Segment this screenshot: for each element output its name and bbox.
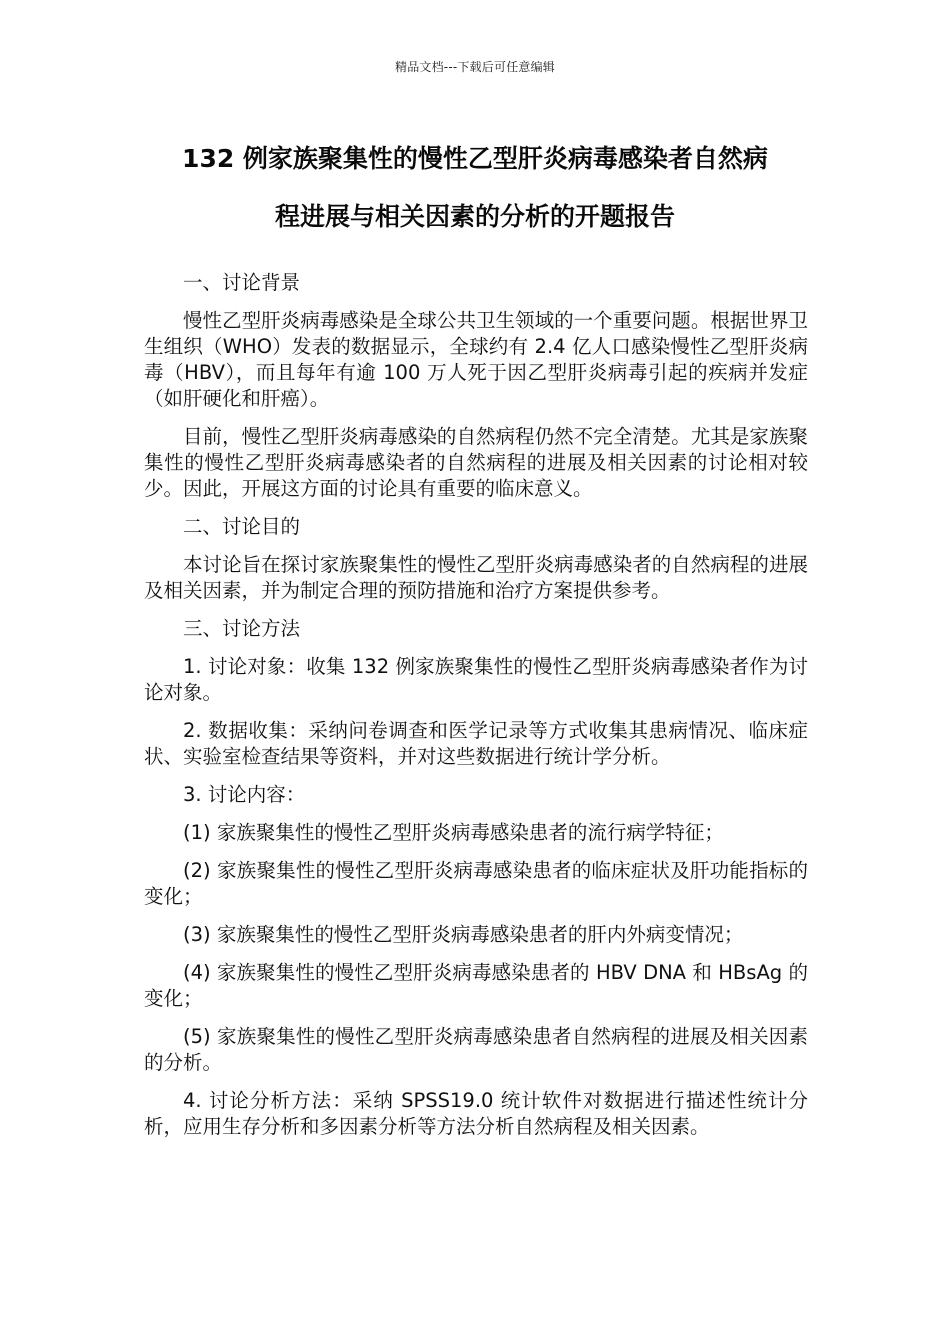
section-heading-background: 一、讨论背景 (183, 271, 301, 294)
method-item-3: 3. 讨论内容： (183, 783, 306, 806)
content-item-4: (4) 家族聚集性的慢性乙型肝炎病毒感染患者的 HBV DNA 和 HBsAg 的变化； (144, 961, 808, 1010)
title-line-1: 132 例家族聚集性的慢性乙型肝炎病毒感染者自然病 (182, 144, 768, 173)
method-item-2: 2. 数据收集：采纳问卷调查和医学记录等方式收集其患病情况、临床症状、实验室检查结果等资料，并对这些数据进行统计学分析。 (144, 719, 808, 768)
content-item-3: (3) 家族聚集性的慢性乙型肝炎病毒感染患者的肝内外病变情况； (183, 923, 744, 946)
title-line-2: 程进展与相关因素的分析的开题报告 (274, 202, 675, 231)
content-item-1: (1) 家族聚集性的慢性乙型肝炎病毒感染患者的流行病学特征； (183, 821, 724, 844)
paragraph-purpose: 本讨论旨在探讨家族聚集性的慢性乙型肝炎病毒感染者的自然病程的进展及相关因素，并为制定合理的预防措施和治疗方案提供参考。 (144, 553, 808, 602)
document-body (144, 270, 808, 1152)
method-item-1: 1. 讨论对象：收集 132 例家族聚集性的慢性乙型肝炎病毒感染者作为讨论对象。 (144, 655, 808, 704)
document-title (110, 130, 840, 246)
section-heading-method: 三、讨论方法 (183, 617, 301, 640)
content-item-2: (2) 家族聚集性的慢性乙型肝炎病毒感染患者的临床症状及肝功能指标的变化； (144, 859, 808, 908)
content-item-5: (5) 家族聚集性的慢性乙型肝炎病毒感染患者自然病程的进展及相关因素的分析。 (144, 1025, 808, 1074)
section-heading-purpose: 二、讨论目的 (183, 515, 301, 538)
header-note: 精品文档---下载后可任意编辑 (395, 60, 555, 74)
paragraph-background-1: 慢性乙型肝炎病毒感染是全球公共卫生领域的一个重要问题。根据世界卫生组织（WHO）发表的数据显示，全球约有 2.4 亿人口感染慢性乙型肝炎病毒（HBV），而且每年有逾 100 万人死于因乙型肝炎病毒引起的疾病并发症（如肝硬化和肝癌）。 (144, 309, 808, 410)
method-item-4: 4. 讨论分析方法：采纳 SPSS19.0 统计软件对数据进行描述性统计分析，应用生存分析和多因素分析等方法分析自然病程及相关因素。 (144, 1089, 808, 1138)
paragraph-background-2: 目前，慢性乙型肝炎病毒感染的自然病程仍然不完全清楚。尤其是家族聚集性的慢性乙型肝炎病毒感染者的自然病程的进展及相关因素的讨论相对较少。因此，开展这方面的讨论具有重要的临床意义。 (144, 425, 808, 500)
